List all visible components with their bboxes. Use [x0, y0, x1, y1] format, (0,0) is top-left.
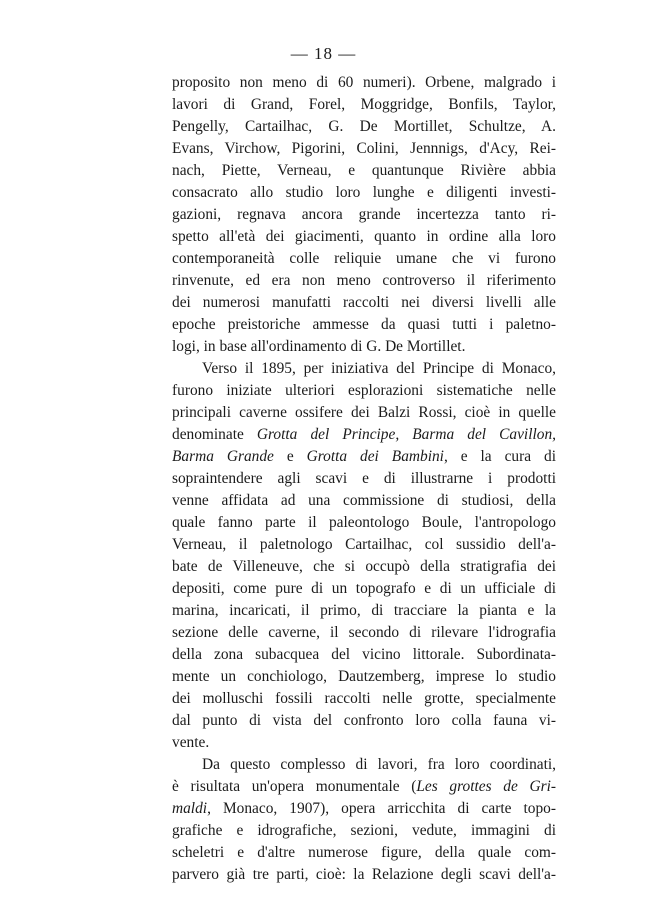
text-line: della zona subacquea del vicino littorale. Subordinata-	[172, 646, 556, 663]
text-line: grafiche e idrografiche, sezioni, vedute, immagini di	[172, 822, 556, 839]
text-line: contemporaneità colle reliquie umane che vi furono	[172, 250, 556, 267]
text-line: furono iniziate ulteriori esplorazioni sistematiche nelle	[172, 382, 556, 399]
text-line: bate de Villeneuve, che si occupò della stratigrafia dei	[172, 558, 556, 575]
text-line: principali caverne ossifere dei Balzi Rossi, cioè in quelle	[172, 404, 556, 421]
italic-title: Grotta dei Bambini	[306, 448, 444, 465]
text-line: lavori di Grand, Forel, Moggridge, Bonfils, Taylor,	[172, 96, 556, 113]
text-line: dei numerosi manufatti raccolti nei diversi livelli alle	[172, 294, 556, 311]
page-number: — 18 —	[290, 44, 357, 63]
text-line: è risultata un'opera monumentale (Les grottes de Gri-	[172, 778, 556, 795]
text-line: venne affidata ad una commissione di studiosi, della	[172, 492, 556, 509]
italic-title: maldi	[172, 800, 208, 817]
text-line: dal punto di vista del confronto loro colla fauna vi-	[172, 712, 556, 729]
text-line: rinvenute, ed era non meno controverso il riferimento	[172, 272, 556, 289]
italic-title: Grotta del Principe, Barma del Cavillon,	[256, 426, 556, 443]
text-line: proposito non meno di 60 numeri). Orbene, malgrado i	[172, 74, 556, 91]
italic-title: Les grottes de Gri-	[416, 778, 556, 795]
italic-title: Barma Grande	[172, 448, 274, 465]
text-line: mente un conchiologo, Dautzemberg, imprese lo studio	[172, 668, 556, 685]
text-line: spetto all'età dei giacimenti, quanto in ordine alla loro	[172, 228, 556, 245]
text-line: epoche preistoriche ammesse da quasi tutti i paletno-	[172, 316, 556, 333]
text-line: denominate Grotta del Principe, Barma del Cavillon,	[172, 426, 556, 443]
text-line: quale fanno parte il paleontologo Boule, l'antropologo	[172, 514, 556, 531]
text-line: logi, in base all'ordinamento di G. De Mortillet.	[172, 338, 466, 355]
text-line: depositi, come pure di un topografo e di un ufficiale di	[172, 580, 556, 597]
text-line: Verso il 1895, per iniziativa del Principe di Monaco,	[202, 360, 556, 377]
text-line: sopraintendere agli scavi e di illustrarne i prodotti	[172, 470, 556, 487]
body-text	[172, 72, 556, 886]
text-line: Evans, Virchow, Pigorini, Colini, Jennnigs, d'Acy, Rei-	[172, 140, 556, 157]
text-line: dei molluschi fossili raccolti nelle grotte, specialmente	[172, 690, 556, 707]
text-line: parvero già tre parti, cioè: la Relazione degli scavi dell'a-	[172, 866, 556, 883]
text-line: vente.	[172, 734, 210, 751]
text-line: maldi, Monaco, 1907), opera arricchita di carte topo-	[172, 800, 556, 817]
paragraph	[172, 72, 556, 358]
text-line: Verneau, il paletnologo Cartailhac, col sussidio dell'a-	[172, 536, 556, 553]
paragraph	[172, 358, 556, 754]
text-line: scheletri e d'altre numerose figure, della quale com-	[172, 844, 556, 861]
text-line: nach, Piette, Verneau, e quantunque Rivière abbia	[172, 162, 556, 179]
text-line: marina, incaricati, il primo, di tracciare la pianta e la	[172, 602, 556, 619]
paragraph	[172, 754, 556, 886]
text-line: sezione delle caverne, il secondo di rilevare l'idrografia	[172, 624, 556, 641]
text-line: consacrato allo studio loro lunghe e diligenti investi-	[172, 184, 556, 201]
text-line: Da questo complesso di lavori, fra loro coordinati,	[202, 756, 556, 773]
text-line: Pengelly, Cartailhac, G. De Mortillet, Schultze, A.	[172, 118, 556, 135]
text-line: Barma Grande e Grotta dei Bambini, e la cura di	[172, 448, 556, 465]
text-line: gazioni, regnava ancora grande incertezza tanto ri-	[172, 206, 556, 223]
